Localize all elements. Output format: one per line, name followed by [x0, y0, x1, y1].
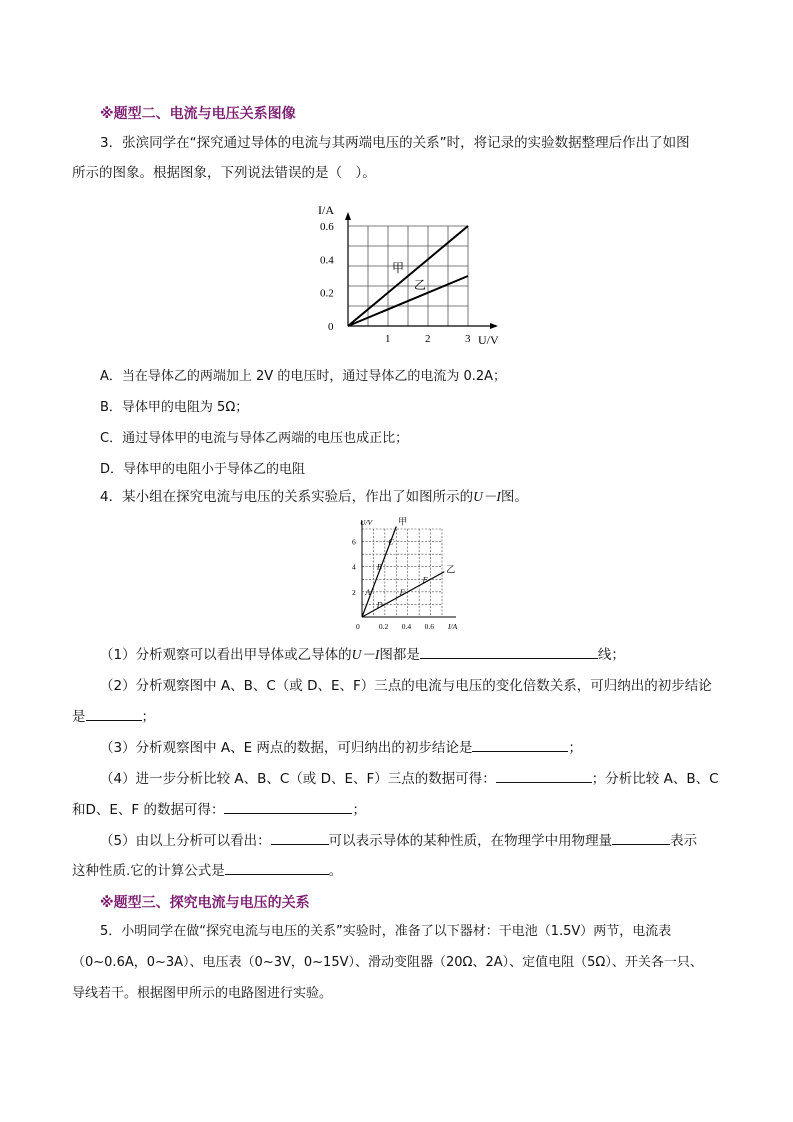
- sub5-text-e: 。: [328, 863, 343, 879]
- sub1-text-a: （1）分析观察可以看出甲导体或乙导体的: [100, 647, 352, 663]
- x-tick-label: 0.6: [424, 622, 434, 631]
- y-axis-label: I/A: [318, 203, 334, 217]
- ui-chart: [340, 515, 470, 635]
- section-heading-2: ※题型二、电流与电压关系图像: [100, 106, 296, 122]
- y-tick-label: 0.4: [320, 254, 334, 267]
- point-label-e: E: [399, 587, 405, 597]
- point-label-c: C: [388, 537, 394, 547]
- sub5-text-c: 表示: [670, 833, 698, 849]
- section-heading-3: ※题型三、探究电流与电压的关系: [100, 895, 310, 911]
- q5-line-1: 5．小明同学在做“探究电流与电压的关系”实验时，准备了以下器材：干电池（1.5V）两节，电流表: [100, 924, 672, 939]
- sub-question-2-line-2: [72, 706, 155, 727]
- q3-line-2: 所示的图象。根据图象，下列说法错误的是（ ）。: [72, 165, 376, 181]
- answer-blank-3[interactable]: [472, 737, 568, 752]
- sub3-text-b: ；: [568, 740, 582, 756]
- q4-intro-end: 图。: [500, 489, 528, 505]
- q3-line-1: 3．张滨同学在“探究通过导体的电流与其两端电压的关系”时，将记录的实验数据整理后作出了如图: [100, 135, 690, 151]
- option-a: A．当在导体乙的两端加上 2V 的电压时，通过导体乙的电流为 0.2A；: [100, 369, 507, 384]
- answer-blank-5a[interactable]: [271, 830, 329, 845]
- y-tick-label: 0.2: [320, 287, 334, 300]
- x-tick-label: 2: [425, 333, 431, 345]
- sub5-text-a: （5）由以上分析可以看出：: [100, 833, 271, 849]
- sub5-text-d: 这种性质.它的计算公式是: [72, 863, 225, 879]
- sub4-text-d: ；: [352, 802, 366, 818]
- sub1-ui-symbol: U－I: [351, 647, 380, 662]
- x-tick-label: 3: [465, 333, 471, 345]
- sub-question-3: [100, 737, 582, 758]
- q4-ui-symbol: U－I: [473, 489, 501, 504]
- point-label-d: D: [376, 600, 383, 610]
- y-tick-label: 2: [352, 587, 356, 597]
- x-axis-label: I/A: [448, 622, 458, 631]
- point-label-f: F: [422, 575, 428, 585]
- option-c: C．通过导体甲的电流与导体乙两端的电压也成正比；: [100, 431, 409, 446]
- sub4-text-a: （4）进一步分析比较 A、B、C（或 D、E、F）三点的数据可得：: [100, 771, 496, 787]
- iv-chart: [300, 198, 520, 348]
- option-b: B．导体甲的电阻为 5Ω；: [100, 400, 249, 415]
- series-label-yi: 乙: [414, 278, 427, 292]
- y-axis-arrow: [345, 212, 351, 220]
- answer-blank-1[interactable]: [420, 644, 598, 659]
- series-label-yi: 乙: [446, 564, 456, 575]
- sub2-text-b: ；: [141, 709, 155, 725]
- sub-question-4-line-2: [72, 799, 366, 820]
- x-axis-label: U/V: [478, 333, 499, 347]
- answer-blank-4b[interactable]: [224, 799, 352, 814]
- origin-label: 0: [328, 321, 334, 333]
- answer-blank-5b[interactable]: [612, 830, 670, 845]
- sub-question-5-line-2: [72, 860, 342, 881]
- sub1-text-c: 线；: [597, 647, 625, 663]
- sub3-text-a: （3）分析观察图中 A、E 两点的数据，可归纳出的初步结论是: [100, 740, 473, 756]
- x-tick-label: 0.2: [378, 622, 389, 631]
- answer-blank-4a[interactable]: [496, 768, 592, 783]
- y-tick-label: 6: [352, 537, 356, 547]
- sub4-text-b: ；分析比较 A、B、C: [591, 771, 719, 787]
- option-d: D．导体甲的电阻小于导体乙的电阻: [100, 462, 306, 477]
- sub-question-2-line-1: （2）分析观察图中 A、B、C（或 D、E、F）三点的电流与电压的变化倍数关系，可归纳出的初步结论: [100, 678, 712, 694]
- sub1-text-b: 图都是: [379, 647, 420, 663]
- q5-line-2: （0~0.6A，0~3A）、电压表（0~3V，0~15V）、滑动变阻器（20Ω、2A）、定值电阻（5Ω）、开关各一只、: [72, 955, 703, 970]
- answer-blank-2[interactable]: [86, 706, 142, 721]
- sub-question-5-line-1: [100, 830, 697, 851]
- x-tick-label: 0.4: [401, 622, 412, 631]
- y-tick-label: 4: [352, 562, 356, 572]
- answer-blank-5c[interactable]: [225, 860, 329, 875]
- y-tick-label: 0.6: [320, 221, 334, 233]
- origin-label: 0: [356, 622, 360, 631]
- sub2-text-a: 是: [72, 709, 86, 725]
- sub-question-4-line-1: [100, 768, 719, 789]
- x-tick-label: 1: [385, 333, 391, 345]
- x-axis-arrow: [490, 323, 498, 329]
- q5-line-3: 导线若干。根据图甲所示的电路图进行实验。: [72, 986, 333, 1001]
- sub4-text-c: 和D、E、F 的数据可得：: [72, 802, 225, 818]
- q4-intro: [100, 487, 528, 507]
- series-label-jia: 甲: [392, 261, 405, 275]
- sub-question-1: [100, 644, 625, 665]
- point-label-b: B: [376, 562, 382, 572]
- point-label-a: A: [365, 587, 371, 597]
- q4-intro-text: 4．某小组在探究电流与电压的关系实验后，作出了如图所示的: [100, 489, 474, 505]
- sub5-text-b: 可以表示导体的某种性质，在物理学中用物理量: [328, 833, 613, 849]
- series-label-jia: 甲: [398, 516, 408, 527]
- y-axis-label: U/V: [360, 518, 373, 527]
